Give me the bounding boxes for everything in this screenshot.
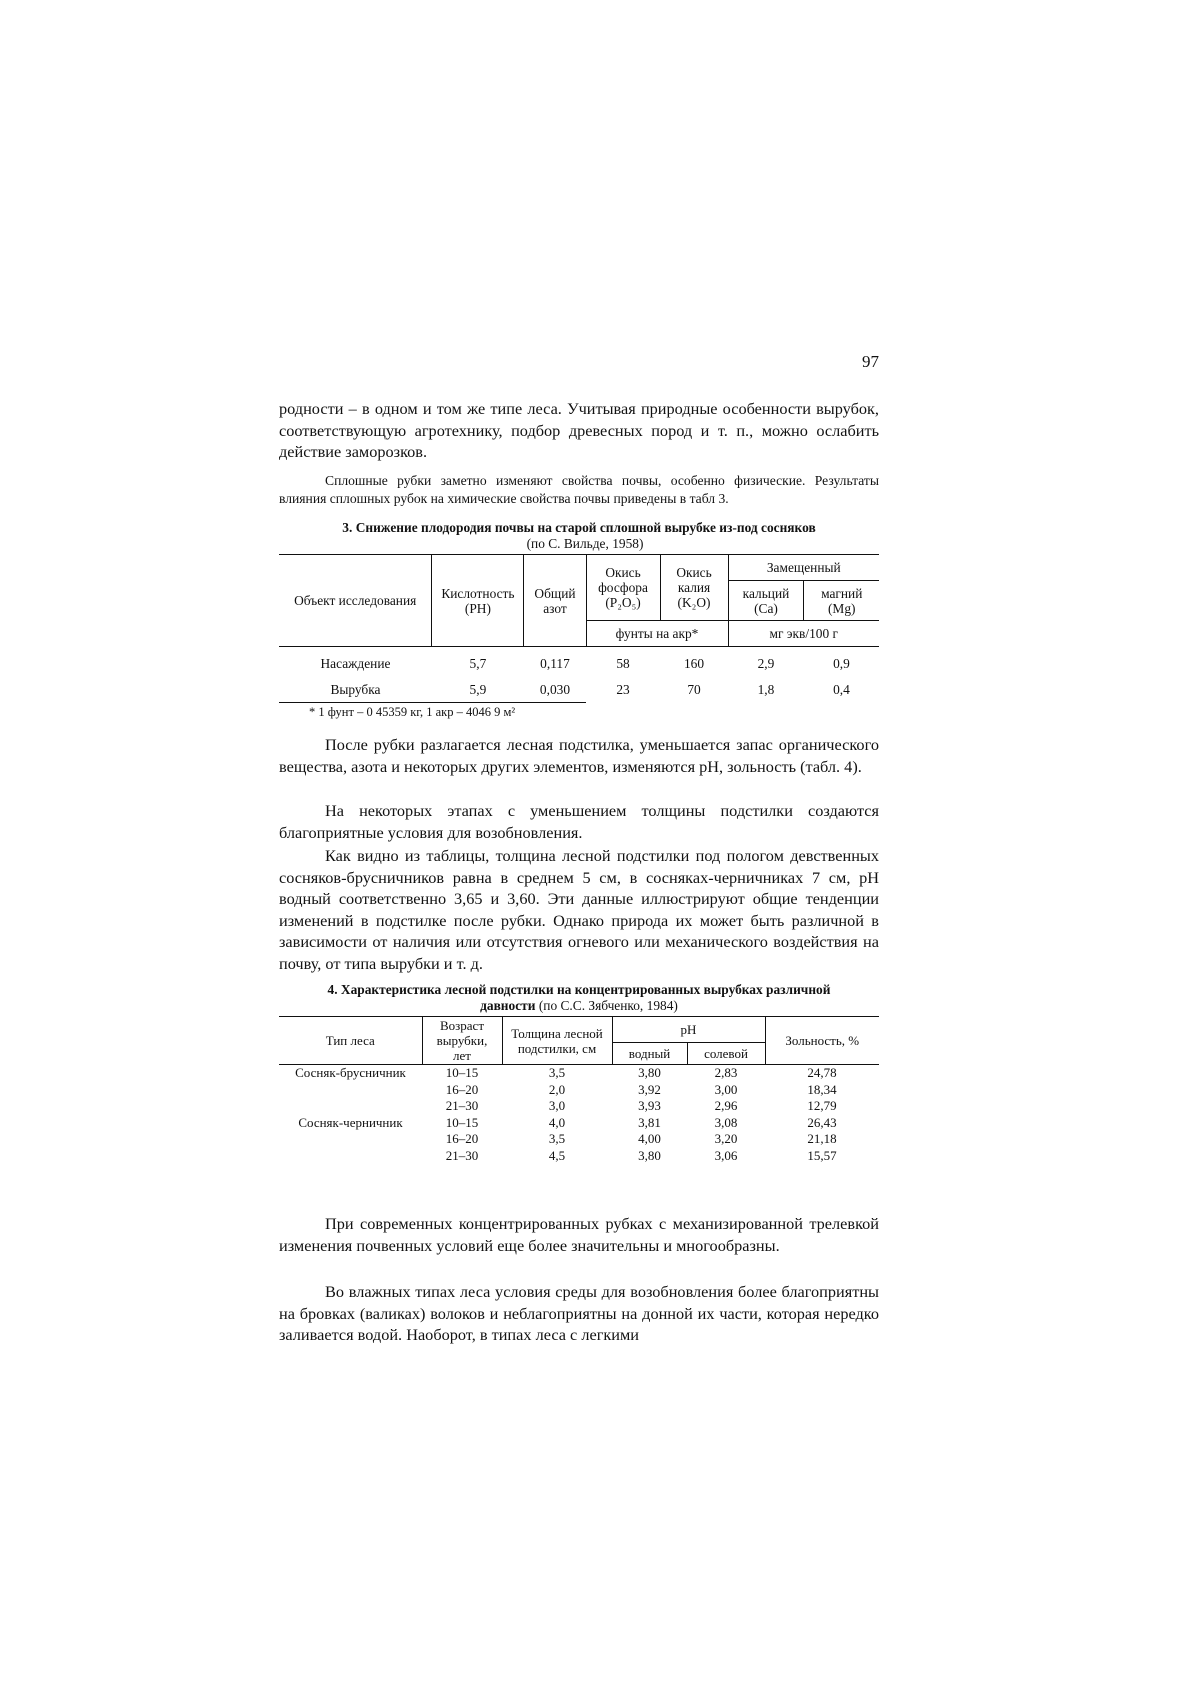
table-cell: [279, 1098, 422, 1115]
table-row: [279, 651, 879, 677]
table-cell: 3,81: [638, 1114, 661, 1130]
paragraph-text: родности – в одном и том же типе леса. Учитывая природные особенности вырубок, соответствующую агротехнику, подбор древесных пород и т. п., можно ослабить действие заморозков.: [279, 399, 879, 461]
table-cell: 3,5: [548, 1131, 566, 1146]
table-cell: [279, 1148, 422, 1165]
table3-unit-mg: мг экв/100 г: [728, 621, 879, 647]
table3-header-exchange: Замещенный: [728, 555, 879, 581]
paragraph-2: [279, 734, 879, 777]
table-cell: 3,20: [714, 1131, 738, 1146]
table-cell: 21–30: [445, 1147, 479, 1163]
paragraph-text: На некоторых этапах с уменьшением толщины подстилки создаются благоприятные условия для возобновления.: [279, 801, 879, 842]
table-cell: 0,9: [833, 656, 850, 671]
table-cell: Вырубка: [279, 677, 432, 703]
table-cell: 4,00: [638, 1131, 661, 1146]
table3-header-calcium: кальций (Ca): [728, 581, 804, 621]
table-row: [279, 677, 879, 703]
paragraph-5: [279, 1213, 879, 1256]
table3-footnote: * 1 фунт – 0 45359 кг, 1 акр – 4046 9 м²: [309, 705, 516, 719]
table-cell: 3,08: [714, 1114, 738, 1130]
table4: [279, 1016, 879, 1164]
table4-header-water: водный: [612, 1043, 687, 1065]
paragraph-text: Как видно из таблицы, толщина лесной подстилки под пологом девственных сосняков-брусничников равна в среднем 5 см, в сосняках-черничниках 7 см, pH водный соответственно 3,65 и 3,60. Эти данные иллюстрируют общие тенденции изменений в подстилке после рубки. Однако природа их может быть различной в зависимости от наличия или отсутствия огневого или механического воздействия на почву, от типа вырубки и т. д.: [279, 846, 879, 973]
paragraph-text: При современных концентрированных рубках с механизированной трелевкой изменения почвенных условий еще более значительны и многообразны.: [279, 1214, 879, 1255]
table-cell: Сосняк-черничник: [298, 1114, 403, 1130]
table3-header-acidity: Кислотность (PH): [432, 555, 524, 647]
table4-caption-line2: давности (по С.С. Зябченко, 1984): [480, 998, 678, 1013]
table-cell: 160: [683, 656, 705, 671]
table-cell: 70: [687, 682, 701, 697]
table3-source: (по С. Вильде, 1958): [526, 536, 644, 551]
table-cell: 16–20: [445, 1081, 479, 1097]
table-cell: 26,43: [807, 1114, 837, 1130]
table4-block: [279, 982, 879, 1164]
table-cell: 2,83: [714, 1065, 738, 1080]
table3-unit-lb: фунты на акр*: [586, 621, 728, 647]
table-cell: 4,0: [548, 1114, 566, 1130]
table-row: [279, 1065, 879, 1082]
table-cell: 4,5: [548, 1147, 566, 1163]
paragraph-small: [279, 472, 879, 508]
paragraph-top: [279, 398, 879, 463]
table-cell: 0,4: [833, 682, 850, 697]
table-cell: 2,96: [714, 1098, 738, 1113]
table-cell: 21,18: [807, 1131, 837, 1146]
table-cell: 2,9: [757, 656, 775, 671]
table-cell: 10–15: [445, 1114, 479, 1130]
table-cell: 10–15: [445, 1065, 479, 1080]
table4-header-ph: pH: [612, 1017, 765, 1043]
table4-header-thickness: Толщина лесной подстилки, см: [502, 1017, 612, 1065]
paragraph-6: [279, 1281, 879, 1346]
table3: [279, 554, 879, 703]
table3-header-nitrogen: Общий азот: [524, 555, 586, 647]
table-cell: 1,8: [757, 682, 775, 697]
table3-header-object: Объект исследования: [279, 555, 432, 647]
paragraph-small-text: Сплошные рубки заметно изменяют свойства почвы, особенно физические. Результаты влияния сплошных рубок на химические свойства почвы приведены в табл 3.: [279, 473, 879, 506]
table-cell: 3,06: [714, 1147, 738, 1163]
table-cell: 21–30: [445, 1098, 479, 1113]
table-cell: Сосняк-брусничник: [295, 1065, 406, 1080]
table-cell: 2,0: [548, 1081, 566, 1097]
table-cell: 3,80: [638, 1065, 661, 1080]
table-cell: Насаждение: [320, 656, 391, 671]
table3-caption: 3. Снижение плодородия почвы на старой сплошной вырубке из-под сосняков: [342, 520, 816, 535]
table3-header-phosphorus: Окись фосфора (P₂O₅): [586, 555, 660, 621]
table3-block: [279, 520, 879, 720]
table-cell: 0,030: [524, 677, 586, 703]
table-cell: 16–20: [445, 1131, 479, 1146]
table4-header-type: Тип леса: [279, 1017, 422, 1065]
table-cell: 3,00: [714, 1081, 738, 1097]
paragraph-text: После рубки разлагается лесная подстилка, уменьшается запас органического вещества, азота и некоторых других элементов, изменяются pH, зольность (табл. 4).: [279, 735, 879, 776]
table-cell: 58: [616, 656, 630, 671]
table-cell: 18,34: [807, 1081, 837, 1097]
table3-header-potassium: Окись калия (K₂O): [660, 555, 728, 621]
table4-header-age: Возраст вырубки, лет: [422, 1017, 502, 1065]
table-row: [279, 1131, 879, 1148]
table-cell: [279, 1082, 422, 1099]
page-number: 97: [862, 352, 879, 371]
table-cell: 3,5: [548, 1065, 566, 1080]
table4-caption: 4. Характеристика лесной подстилки на концентрированных вырубках различной: [327, 982, 831, 997]
paragraph-4: [279, 845, 879, 974]
table-row: [279, 1098, 879, 1115]
table-cell: 3,0: [548, 1098, 566, 1113]
table4-header-ash: Зольность, %: [765, 1017, 879, 1065]
table-row: [279, 1148, 879, 1165]
table-row: [279, 1082, 879, 1099]
table-cell: 5,9: [432, 677, 524, 703]
table-cell: 23: [616, 682, 630, 697]
table-cell: 24,78: [807, 1065, 837, 1080]
table4-header-salt: солевой: [687, 1043, 765, 1065]
table4-source: (по С.С. Зябченко, 1984): [538, 998, 678, 1013]
table-cell: 3,92: [638, 1081, 661, 1097]
table-row: [279, 1115, 879, 1132]
table-cell: 3,80: [638, 1147, 661, 1163]
table-cell: 15,57: [807, 1147, 837, 1163]
table-cell: [279, 1131, 422, 1148]
table-cell: 3,93: [638, 1098, 661, 1113]
table-cell: 0,117: [540, 656, 570, 671]
table3-header-magnesium: магний (Mg): [804, 581, 879, 621]
paragraph-3: [279, 800, 879, 843]
paragraph-text: Во влажных типах леса условия среды для возобновления более благоприятны на бровках (валиках) волоков и неблагоприятны на донной их части, которая нередко заливается водой. Наоборот, в типах леса с легкими: [279, 1282, 879, 1344]
table-cell: 5,7: [469, 656, 487, 671]
table-cell: 12,79: [807, 1098, 837, 1113]
